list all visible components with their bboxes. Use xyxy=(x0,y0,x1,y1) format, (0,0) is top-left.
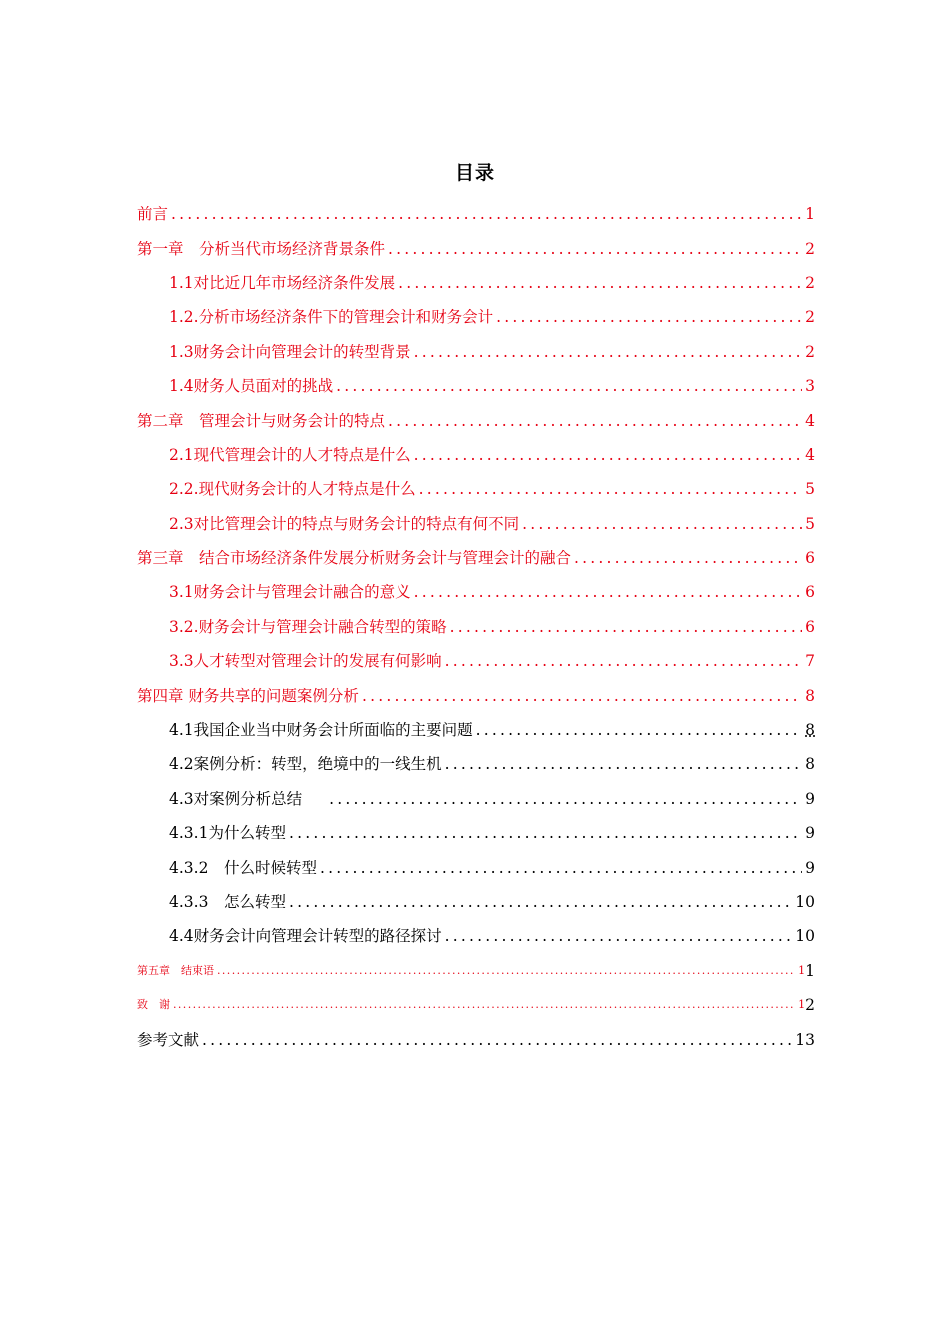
toc-entry-text: 第二章 管理会计与财务会计的特点 xyxy=(137,411,386,430)
toc-page-number: 1 xyxy=(805,961,815,980)
toc-page-number: 2 xyxy=(805,273,815,292)
dot-leader xyxy=(289,892,792,912)
toc-entry[interactable] xyxy=(137,610,815,644)
toc-entry[interactable] xyxy=(137,403,815,437)
dot-leader xyxy=(398,273,802,293)
toc-page-number: 6 xyxy=(805,617,815,636)
dot-leader xyxy=(414,445,802,465)
dot-leader xyxy=(445,926,793,946)
toc-title: 目录 xyxy=(454,162,495,184)
dot-leader xyxy=(476,720,802,740)
toc-entry-text: 前言 xyxy=(137,205,169,224)
toc-page-number: 10 xyxy=(795,927,815,946)
toc-entry[interactable] xyxy=(137,644,815,678)
toc-entry[interactable] xyxy=(137,988,815,1022)
toc-entry-text: 2.1现代管理会计的人才特点是什么 xyxy=(169,445,411,464)
toc-entry-text: 4.3.3 怎么转型 xyxy=(169,893,286,911)
toc-entry-text: 致 谢 xyxy=(137,998,170,1012)
toc-entry[interactable] xyxy=(137,472,815,506)
toc-entry-text: 2.2.现代财务会计的人才特点是什么 xyxy=(169,480,416,499)
toc-entry[interactable] xyxy=(137,919,815,953)
toc-page-number: 13 xyxy=(795,1030,815,1049)
toc-page-number: 4 xyxy=(805,411,815,430)
table-of-contents xyxy=(137,197,815,1057)
toc-entry[interactable] xyxy=(137,713,815,747)
toc-page-number-prefix: 1 xyxy=(798,963,806,977)
toc-page-number: 9 xyxy=(805,824,815,843)
toc-entry-text: 第四章 财务共享的问题案例分析 xyxy=(137,686,359,705)
toc-entry-text: 4.3对案例分析总结 xyxy=(169,789,303,808)
dot-leader xyxy=(173,995,795,1015)
toc-entry-text: 第五章 结束语 xyxy=(137,963,214,977)
toc-entry-text: 2.3对比管理会计的特点与财务会计的特点有何不同 xyxy=(169,514,520,533)
dot-leader xyxy=(329,789,802,809)
dot-leader xyxy=(362,686,802,706)
toc-page-number: 8 xyxy=(805,755,815,774)
toc-page-number: 9 xyxy=(805,789,815,808)
toc-entry-text: 4.3.2 什么时候转型 xyxy=(169,858,317,877)
dot-leader xyxy=(496,307,802,327)
toc-page-number: 10 xyxy=(795,893,815,911)
dot-leader xyxy=(414,582,802,602)
toc-page-number: 2 xyxy=(805,239,815,258)
toc-entry-text: 3.3人才转型对管理会计的发展有何影响 xyxy=(169,652,442,671)
toc-entry[interactable] xyxy=(137,197,815,231)
toc-page-number: 8 xyxy=(805,721,815,740)
dot-leader xyxy=(336,376,802,396)
dot-leader xyxy=(522,514,802,534)
toc-entry-text: 1.2.分析市场经济条件下的管理会计和财务会计 xyxy=(169,308,494,327)
dot-leader xyxy=(388,239,802,259)
toc-entry[interactable] xyxy=(137,747,815,781)
dot-leader xyxy=(450,617,803,637)
dot-leader xyxy=(414,342,802,362)
toc-page-number: 1 xyxy=(805,205,815,224)
toc-entry[interactable] xyxy=(137,231,815,265)
toc-entry-text: 4.1我国企业当中财务会计所面临的主要问题 xyxy=(169,721,473,740)
dot-leader xyxy=(419,479,803,499)
toc-page-number: 8 xyxy=(805,686,815,705)
toc-entry-text: 1.3财务会计向管理会计的转型背景 xyxy=(169,342,411,361)
toc-entry[interactable] xyxy=(137,850,815,884)
toc-entry-text: 1.4财务人员面对的挑战 xyxy=(169,377,334,396)
toc-entry-text: 第一章 分析当代市场经济背景条件 xyxy=(137,239,386,258)
dot-leader xyxy=(289,823,802,843)
toc-page-number: 6 xyxy=(805,583,815,602)
toc-page-number: 6 xyxy=(805,549,815,568)
toc-entry[interactable] xyxy=(137,541,815,575)
dot-leader xyxy=(574,548,802,568)
toc-page-number: 5 xyxy=(805,514,815,533)
toc-entry[interactable] xyxy=(137,507,815,541)
toc-page-number: 2 xyxy=(805,996,815,1015)
toc-entry[interactable] xyxy=(137,954,815,988)
toc-entry[interactable] xyxy=(137,816,815,850)
toc-page-number: 5 xyxy=(805,480,815,499)
toc-entry-text: 参考文献 xyxy=(137,1030,200,1049)
toc-page-number: 2 xyxy=(805,308,815,327)
toc-entry[interactable] xyxy=(137,369,815,403)
toc-page-number: 2 xyxy=(805,342,815,361)
toc-page-number: 9 xyxy=(805,858,815,877)
toc-page-number: 4 xyxy=(805,445,815,464)
toc-entry[interactable] xyxy=(137,575,815,609)
dot-leader xyxy=(445,754,802,774)
toc-page-number: 7 xyxy=(805,652,815,671)
toc-entry-text: 3.2.财务会计与管理会计融合转型的策略 xyxy=(169,617,447,636)
toc-entry-text: 3.1财务会计与管理会计融合的意义 xyxy=(169,583,411,602)
dot-leader xyxy=(217,961,795,981)
dot-leader xyxy=(445,651,802,671)
toc-entry[interactable] xyxy=(137,300,815,334)
dot-leader xyxy=(171,204,802,224)
toc-entry[interactable] xyxy=(137,1022,815,1056)
toc-entry[interactable] xyxy=(137,782,815,816)
toc-entry[interactable] xyxy=(137,885,815,919)
dot-leader xyxy=(388,411,802,431)
toc-entry-text: 4.2案例分析：转型，绝境中的一线生机 xyxy=(169,755,442,774)
dot-leader xyxy=(320,858,802,878)
dot-leader xyxy=(202,1030,792,1050)
toc-entry[interactable] xyxy=(137,266,815,300)
toc-entry[interactable] xyxy=(137,335,815,369)
toc-entry-text: 4.3.1为什么转型 xyxy=(169,824,286,843)
toc-entry[interactable] xyxy=(137,678,815,712)
toc-entry-text: 1.1对比近几年市场经济条件发展 xyxy=(169,273,396,292)
toc-entry-text: 第三章 结合市场经济条件发展分析财务会计与管理会计的融合 xyxy=(137,549,572,568)
toc-page-number-prefix: 1 xyxy=(798,998,806,1012)
toc-entry[interactable] xyxy=(137,438,815,472)
toc-entry-text: 4.4财务会计向管理会计转型的路径探讨 xyxy=(169,927,442,946)
toc-page-number: 3 xyxy=(805,377,815,396)
